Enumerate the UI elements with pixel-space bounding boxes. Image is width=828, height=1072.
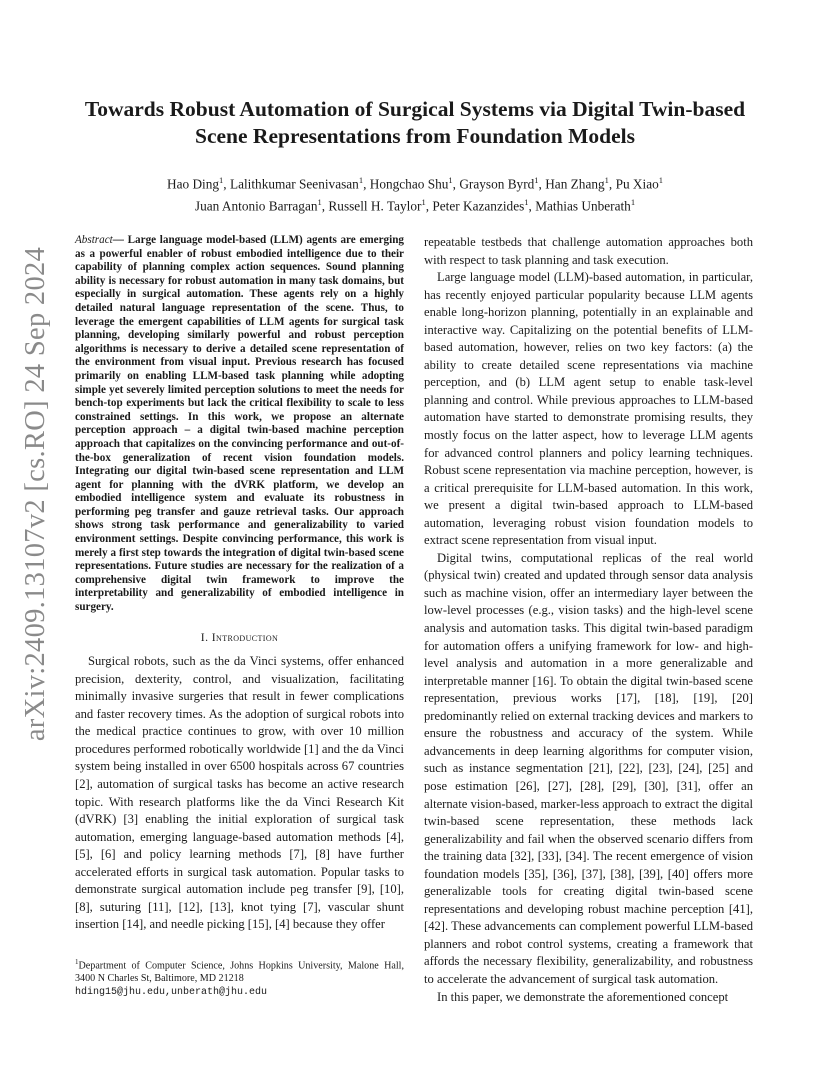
author-line-1: [70, 171, 760, 193]
left-column: [75, 234, 404, 934]
author-affiliation-marker: 1: [630, 197, 636, 208]
author-name: Pu Xiao: [615, 176, 659, 192]
affiliation-footnote: [75, 956, 404, 999]
body-paragraph: In this paper, we demonstrate the aforementioned concept: [437, 989, 729, 1004]
body-paragraph: Large language model (LLM)-based automation, in particular, has recently enjoyed particular popularity because LLM agents enable long-horizon planning, potentially in an explainable and interactive way. Capitalizing on the potential benefits of LLM-based automation, however, relies on two key factors: (a) the ability to create detailed scene representations via machine perception, and (b) LLM agent setup to enable task-level planning and control. While previous approaches to LLM-based automation have started to demonstrate promising results, they mostly focus on the latter aspect, how to leverage LLM agents for advanced control planners and policy learning techniques. Robust scene representation via machine perception, however, is a critical prerequisite for LLM-based automation. In this work, we present a digital twin-based approach to LLM-based automation, leveraging robust vision foundation models to extract scene representation from visual input.: [424, 270, 753, 548]
footnote-affiliation: Department of Computer Science, Johns Hopkins University, Malone Hall, 3400 N Charles St, Baltimore, MD 21218: [75, 960, 404, 984]
footnote-marker: 1: [75, 958, 79, 966]
author-list: [70, 171, 760, 216]
author-separator: ,: [608, 176, 616, 192]
abstract-dash: —: [112, 234, 128, 246]
right-column-body: [424, 234, 753, 1006]
body-paragraph: Surgical robots, such as the da Vinci systems, offer enhanced precision, dexterity, control, and visualization, facilitating minimally invasive surgeries that result in fewer complications and faster recovery times. As the adoption of surgical robots into the medical practice continues to grow, with over 10 million procedures performed robotically worldwide [1] and the da Vinci system being installed in over 6500 hospitals across 67 countries [2], automation of surgical tasks has become an active research topic. With research platforms like the da Vinci Research Kit (dVRK) [3] enabling the initial exploration of surgical task automation, emerging language-based automation methods [4], [5], [6] and policy learning methods [7], [8] have further accelerated efforts in surgical task automation. Popular tasks to demonstrate surgical automation include peg transfer [9], [10], [8], suturing [11], [12], [13], knot tying [7], vascular shunt insertion [14], and needle picking [15], [4] because they offer: [75, 654, 404, 932]
author-line-2: [70, 193, 760, 215]
author-affiliation-marker: 1: [358, 175, 364, 185]
author-affiliation-marker: 1: [219, 175, 224, 185]
section-heading-introduction: [75, 629, 404, 647]
right-column: [424, 234, 753, 1006]
author-affiliation-marker: 1: [448, 175, 453, 185]
paper-title-line-1: Towards Robust Automation of Surgical Systems via Digital Twin-based: [84, 97, 746, 121]
author-name: Peter Kazanzides: [432, 198, 525, 214]
author-affiliation-marker: 1: [658, 175, 664, 185]
author-separator: ,: [321, 198, 329, 214]
author-name: Lalithkumar Seenivasan: [229, 176, 359, 192]
footnote-emails: hding15@jhu.edu,unberath@jhu.edu: [75, 986, 268, 998]
author-affiliation-marker: 1: [534, 175, 539, 185]
author-affiliation-marker: 1: [524, 197, 529, 208]
author-name: Russell H. Taylor: [328, 198, 422, 214]
author-separator: ,: [425, 198, 433, 214]
abstract: [75, 234, 404, 615]
author-name: Han Zhang: [545, 176, 605, 192]
author-separator: ,: [538, 176, 546, 192]
arxiv-identifier-stamp: [16, 246, 56, 742]
author-separator: ,: [528, 198, 536, 214]
author-affiliation-marker: 1: [317, 197, 322, 208]
section-title: Introduction: [211, 630, 279, 644]
author-affiliation-marker: 1: [604, 175, 609, 185]
section-number: I.: [200, 630, 212, 644]
left-column-body: [75, 653, 404, 934]
arxiv-identifier-text: arXiv:2409.13107v2 [cs.RO] 24 Sep 2024: [20, 246, 51, 742]
author-separator: ,: [452, 176, 460, 192]
paper-title-line-2: Scene Representations from Foundation Models: [195, 124, 635, 148]
author-separator: ,: [223, 176, 230, 192]
author-name: Grayson Byrd: [459, 176, 535, 192]
abstract-label: Abstract: [75, 234, 113, 246]
author-name: Hao Ding: [166, 176, 220, 192]
body-paragraph: repeatable testbeds that challenge automation approaches both with respect to task planning and task execution.: [424, 235, 753, 267]
paper-title: [70, 96, 760, 150]
author-name: Hongchao Shu: [369, 176, 449, 192]
author-name: Mathias Unberath: [535, 198, 631, 214]
abstract-text: Large language model-based (LLM) agents are emerging as a powerful enabler of robust embodied intelligence due to their capability of planning complex action sequences. Sound planning ability is necessary for robust automation in many task domains, but especially in surgical automation. These agents rely on a highly detailed natural language representation of the scene. Thus, to leverage the emergent capabilities of LLM agents for surgical task planning, developing similarly powerful and robust perception algorithms is necessary to derive a detailed scene representation of the environment from visual input. Previous research has focused primarily on enabling LLM-based task planning while adopting simple yet severely limited perception solutions to meet the needs for bench-top experiments but lack the critical flexibility to scale to less constrained settings. In this work, we propose an alternate perception approach – a digital twin-based machine perception approach that capitalizes on the convincing performance and out-of-the-box generalization of recent vision foundation models. Integrating our digital twin-based scene representation and LLM agent for planning with the dVRK platform, we develop an embodied intelligence system and evaluate its robustness in performing peg transfer and gauze retrieval tasks. Our approach shows strong task performance and generalizability to varied environment settings. Despite convincing performance, this work is merely a first step towards the integration of digital twin-based scene representations. Future studies are necessary for the realization of a comprehensive digital twin framework to improve the interpretability and generalizability of embodied intelligence in surgery.: [75, 234, 404, 614]
body-paragraph: Digital twins, computational replicas of the real world (physical twin) created and updated through sensor data analysis such as machine vision, offer an intermediary layer between the low-level processes (e.g., vision tasks) and the high-level scene analysis and automation tasks. This digital twin-based paradigm for automation offers a unifying framework for low- and high-level analysis and automation in a more generalizable and interpretable manner [16]. To obtain the digital twin-based scene representation, previous works [17], [18], [19], [20] predominantly relied on external tracking devices and markers to ensure the robustness and accuracy of the system. While advancements in deep learning algorithms for computer vision, such as instance segmentation [21], [22], [23], [24], [25] and pose estimation [26], [27], [28], [29], [30], [31], offer an alternate vision-based, marker-less approach to extract the digital twin-based scene representation, these methods lack generalizability and fail when the observed scenario differs from the training data [32], [33], [34]. The recent emergence of vision foundation models [35], [36], [37], [38], [39], [40] offers more generalizable tools for creating digital twin-based scene representations and developing robust machine perception [41], [42]. These advancements can complement powerful LLM-based planners and robot control systems, creating a framework that affords the necessary flexibility, generalizability, and robustness to accelerate the advancement of surgical task automation.: [424, 550, 753, 986]
author-affiliation-marker: 1: [421, 197, 426, 208]
author-name: Juan Antonio Barragan: [194, 198, 318, 214]
author-separator: ,: [363, 176, 370, 192]
